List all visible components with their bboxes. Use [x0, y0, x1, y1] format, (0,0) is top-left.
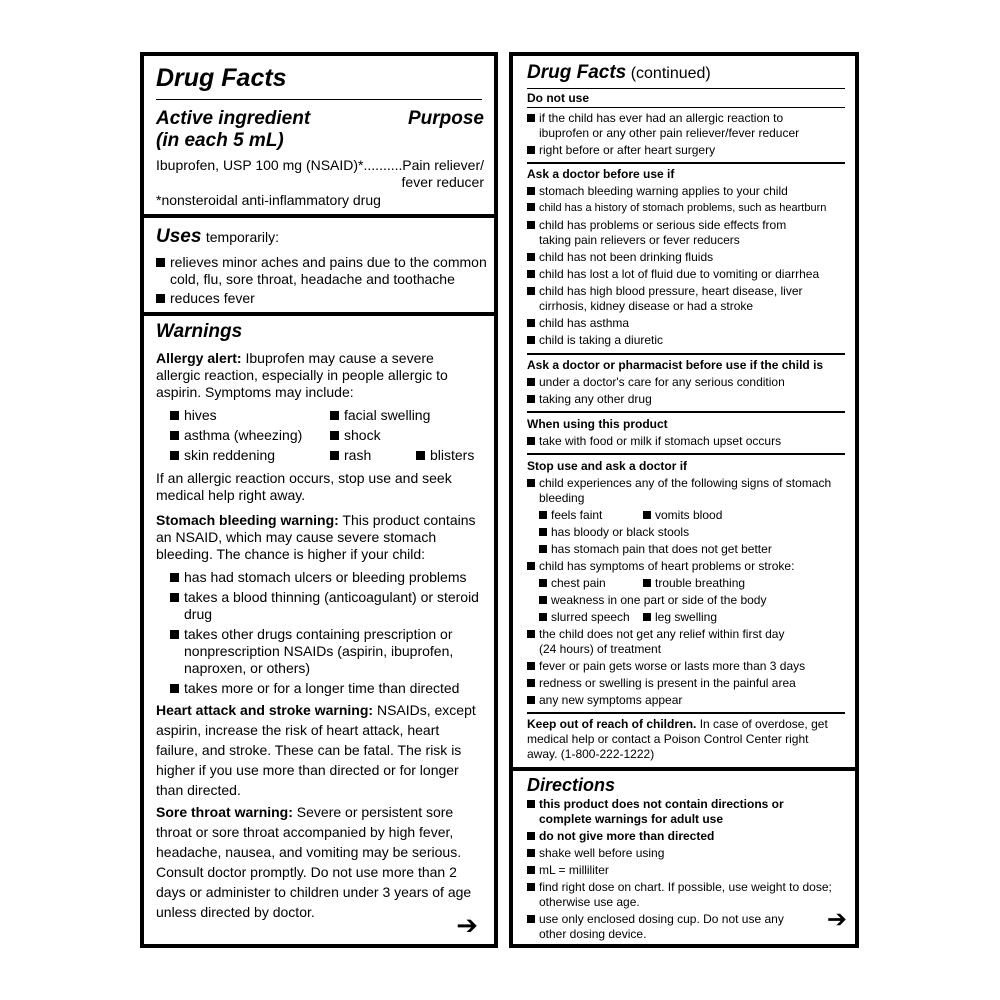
continue-arrow-icon: ➔ [826, 906, 847, 933]
directions-item: mL = milliliter [527, 863, 609, 878]
stop-use-item: child has symptoms of heart problems or stroke: [527, 559, 794, 574]
uses-item: relieves minor aches and pains due to the common [156, 254, 487, 271]
heart-text: aspirin, increase the risk of heart attack, heart [156, 722, 440, 738]
stomach-item: takes more or for a longer time than directed [170, 680, 459, 697]
throat-text: days or administer to children under 3 years of age [156, 884, 472, 900]
when-using-item: take with food or milk if stomach upset occurs [527, 434, 781, 449]
stomach-text: an NSAID, which may cause severe stomach [156, 529, 437, 545]
title-rule [527, 88, 845, 89]
active-ingredient-heading: Active ingredient [156, 108, 311, 129]
allergy-after: medical help right away. [156, 487, 306, 503]
drug-facts-panel-left [140, 52, 498, 948]
stop-use-subitem: has stomach pain that does not get better [539, 542, 772, 557]
stomach-item: takes a blood thinning (anticoagulant) or steroid [170, 589, 479, 606]
directions-item-cont: other dosing device. [539, 927, 647, 941]
ask-pharmacist-item: under a doctor's care for any serious condition [527, 375, 785, 390]
ingredient-line: Ibuprofen, USP 100 mg (NSAID)*.......... [156, 157, 403, 173]
stop-use-item-cont: bleeding [539, 491, 585, 505]
uses-sub: temporarily: [205, 229, 280, 245]
section-divider [144, 312, 494, 316]
section-divider [513, 767, 855, 771]
ask-doctor-item-cont: taking pain relievers or fever reducers [539, 233, 740, 247]
directions-item: use only enclosed dosing cup. Do not use any [527, 912, 784, 927]
stop-use-subitem: slurred speech [539, 610, 630, 625]
stop-use-subitem: weakness in one part or side of the body [539, 593, 766, 608]
throat-text: Consult doctor promptly. Do not use more than 2 [156, 864, 457, 880]
section-rule [527, 453, 845, 455]
stop-use-subitem: vomits blood [643, 508, 722, 523]
when-using-heading: When using this product [527, 417, 668, 431]
symptom-item: shock [330, 427, 381, 444]
symptom-item: rash [330, 447, 371, 464]
allergy-text: allergic reaction, especially in people allergic to [156, 367, 448, 383]
drug-facts-panel-right [509, 52, 859, 948]
ask-doctor-heading: Ask a doctor before use if [527, 167, 675, 181]
symptom-item: facial swelling [330, 407, 430, 424]
purpose-line-2: fever reducer [401, 174, 484, 190]
stomach-item-cont: nonprescription NSAIDs (aspirin, ibuprofen, [184, 643, 454, 659]
subsection-rule [527, 107, 845, 108]
ask-doctor-item: child has high blood pressure, heart disease, liver [527, 284, 802, 299]
ask-doctor-item-cont: cirrhosis, kidney disease or had a stroke [539, 299, 754, 313]
throat-warning: Sore throat warning: Severe or persistent sore [156, 804, 454, 820]
stomach-item: takes other drugs containing prescription or [170, 626, 452, 643]
footnote: *nonsteroidal anti-inflammatory drug [156, 192, 381, 208]
directions-heading: Directions [527, 775, 616, 795]
uses-item-cont: cold, flu, sore throat, headache and toothache [170, 271, 455, 287]
symptom-item: skin reddening [170, 447, 275, 464]
uses-item: reduces fever [156, 290, 255, 307]
keep-out-of-reach: Keep out of reach of children. In case of overdose, get [527, 717, 828, 731]
stop-use-subitem: chest pain [539, 576, 606, 591]
keep-out-text: away. (1-800-222-1222) [527, 747, 655, 761]
ask-doctor-item: child has not been drinking fluids [527, 250, 713, 265]
heart-text: failure, and stroke. These can be fatal. The risk is [156, 742, 462, 758]
ask-doctor-item: stomach bleeding warning applies to your child [527, 184, 788, 199]
do-not-use-item-cont: ibuprofen or any other pain reliever/fever reducer [539, 126, 800, 140]
stop-use-subitem: leg swelling [643, 610, 717, 625]
directions-item-cont: complete warnings for adult use [539, 812, 724, 826]
uses-heading-row [156, 226, 279, 248]
directions-item: this product does not contain directions or [527, 797, 784, 812]
continued-label: (continued) [630, 65, 711, 82]
allergy-text: aspirin. Symptoms may include: [156, 384, 354, 400]
directions-item: find right dose on chart. If possible, use weight to dose; [527, 880, 832, 895]
heart-warning: Heart attack and stroke warning: NSAIDs, except [156, 702, 476, 718]
ask-doctor-item: child has a history of stomach problems, such as heartburn [527, 201, 826, 216]
purpose-heading: Purpose [407, 108, 484, 129]
continued-title-row [527, 62, 711, 84]
directions-item-cont: otherwise use age. [539, 895, 640, 909]
stop-use-item: child experiences any of the following signs of stomach [527, 476, 831, 491]
allergy-after: If an allergic reaction occurs, stop use and seek [156, 470, 452, 486]
stomach-item: has had stomach ulcers or bleeding problems [170, 569, 467, 586]
drug-facts-title-continued: Drug Facts [527, 62, 627, 83]
directions-item: shake well before using [527, 846, 664, 861]
keep-out-text: medical help or contact a Poison Control Center right [527, 732, 809, 746]
ask-doctor-item: child has lost a lot of fluid due to vomiting or diarrhea [527, 267, 819, 282]
stop-use-subitem: feels faint [539, 508, 602, 523]
purpose-line-1: Pain reliever/ [402, 157, 484, 173]
uses-heading: Uses [156, 226, 202, 247]
ask-doctor-item: child is taking a diuretic [527, 333, 663, 348]
stop-use-item-cont: (24 hours) of treatment [539, 642, 662, 656]
stomach-item-cont: naproxen, or others) [184, 660, 311, 676]
stop-use-heading: Stop use and ask a doctor if [527, 459, 688, 473]
ask-doctor-item: child has asthma [527, 316, 629, 331]
warnings-heading: Warnings [156, 321, 243, 342]
title-rule [156, 99, 482, 100]
ask-pharmacist-item: taking any other drug [527, 392, 652, 407]
do-not-use-item: if the child has ever had an allergic reaction to [527, 111, 783, 126]
ask-pharmacist-heading: Ask a doctor or pharmacist before use if the child is [527, 358, 824, 372]
heart-text: higher if you use more than directed or for longer [156, 762, 459, 778]
drug-facts-title: Drug Facts [156, 64, 287, 92]
allergy-alert: Allergy alert: Ibuprofen may cause a severe [156, 350, 434, 366]
directions-item: do not give more than directed [527, 829, 714, 844]
throat-text: unless directed by doctor. [156, 904, 315, 920]
stop-use-subitem: has bloody or black stools [539, 525, 689, 540]
throat-text: throat or sore throat accompanied by high fever, [156, 824, 454, 840]
stop-use-item: any new symptoms appear [527, 693, 682, 708]
stomach-warning: Stomach bleeding warning: This product contains [156, 512, 476, 528]
symptom-item: hives [170, 407, 217, 424]
do-not-use-heading: Do not use [527, 91, 589, 105]
ask-doctor-item: child has problems or serious side effects from [527, 218, 786, 233]
section-divider [144, 214, 494, 218]
stop-use-item: the child does not get any relief within first day [527, 627, 784, 642]
stomach-text: bleeding. The chance is higher if your child: [156, 546, 426, 562]
section-rule [527, 411, 845, 413]
section-rule [527, 353, 845, 355]
symptom-item: blisters [416, 447, 474, 464]
stop-use-item: fever or pain gets worse or lasts more than 3 days [527, 659, 805, 674]
stop-use-item: redness or swelling is present in the painful area [527, 676, 796, 691]
continue-arrow-icon: ➔ [456, 910, 478, 940]
section-rule [527, 162, 845, 164]
stomach-item-cont: drug [184, 606, 213, 622]
active-ingredient-subheading: (in each 5 mL) [156, 130, 284, 151]
section-rule [527, 712, 845, 714]
do-not-use-item: right before or after heart surgery [527, 143, 715, 158]
throat-text: headache, nausea, and vomiting may be serious. [156, 844, 462, 860]
stop-use-subitem: trouble breathing [643, 576, 745, 591]
heart-text: than directed. [156, 782, 241, 798]
symptom-item: asthma (wheezing) [170, 427, 302, 444]
